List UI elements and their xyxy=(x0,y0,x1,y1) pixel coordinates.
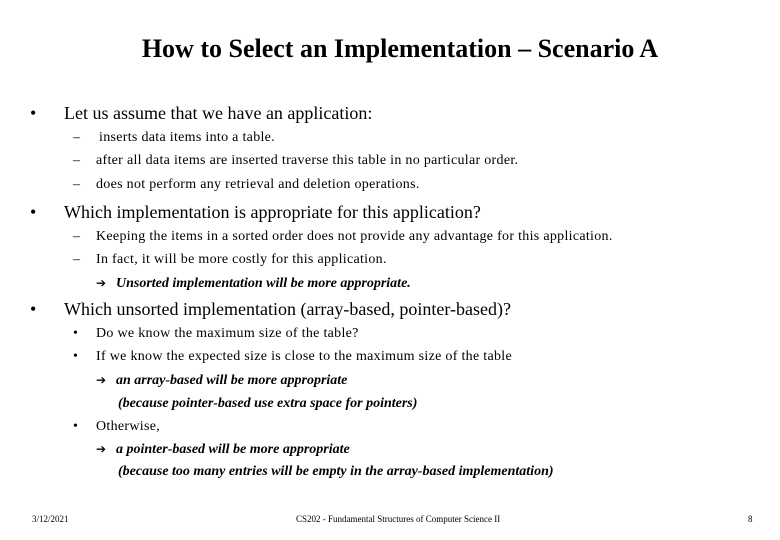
dash-marker: – xyxy=(73,252,81,267)
bullet-marker: • xyxy=(73,349,79,364)
bullet-2-text: Which implementation is appropriate for this application? xyxy=(64,202,481,222)
footer-date: 3/12/2021 xyxy=(32,514,69,524)
bullet-1-sub-1 xyxy=(73,129,275,147)
footer-page-number: 8 xyxy=(748,514,753,524)
bullet-3-sub-3 xyxy=(73,418,160,436)
conclusion-text: an array-based will be more appropriate xyxy=(116,373,348,388)
sub-text: Do we know the maximum size of the table? xyxy=(96,326,359,341)
bullet-3-sub-2 xyxy=(73,348,512,366)
bullet-3 xyxy=(30,298,511,320)
conclusion-text: Unsorted implementation will be more appropriate. xyxy=(116,276,411,291)
bullet-2-conclusion xyxy=(96,274,411,293)
sub-text: In fact, it will be more costly for this application. xyxy=(96,252,387,267)
bullet-1-text: Let us assume that we have an application: xyxy=(64,103,373,123)
bullet-marker: • xyxy=(30,202,37,222)
bullet-3-conclusion-2 xyxy=(96,440,350,459)
bullet-3-conclusion-2-note xyxy=(118,463,554,481)
bullet-2 xyxy=(30,201,481,223)
arrow-right-icon: ➔ xyxy=(96,373,107,387)
dash-marker: – xyxy=(73,153,81,168)
bullet-2-sub-1 xyxy=(73,228,613,246)
bullet-3-conclusion-1 xyxy=(96,371,347,390)
bullet-marker: • xyxy=(30,299,37,319)
sub-text: Keeping the items in a sorted order does not provide any advantage for this application. xyxy=(96,229,613,244)
conclusion-text: (because too many entries will be empty in the array-based implementation) xyxy=(118,464,554,479)
bullet-marker: • xyxy=(73,419,79,434)
sub-text: after all data items are inserted traverse this table in no particular order. xyxy=(96,153,519,168)
bullet-1 xyxy=(30,102,372,124)
dash-marker: – xyxy=(73,229,81,244)
dash-marker: – xyxy=(73,130,81,145)
footer-course: CS202 - Fundamental Structures of Computer Science II xyxy=(296,514,501,524)
bullet-1-sub-2 xyxy=(73,152,518,170)
bullet-2-sub-2 xyxy=(73,251,387,269)
dash-marker: – xyxy=(73,177,81,192)
sub-text: does not perform any retrieval and deletion operations. xyxy=(96,177,420,192)
sub-text: Otherwise, xyxy=(96,419,161,434)
bullet-3-text: Which unsorted implementation (array-based, pointer-based)? xyxy=(64,299,511,319)
bullet-1-sub-3 xyxy=(73,176,420,194)
bullet-marker: • xyxy=(73,326,79,341)
bullet-marker: • xyxy=(30,103,37,123)
bullet-3-sub-1 xyxy=(73,325,359,343)
bullet-3-conclusion-1-note xyxy=(118,395,417,413)
arrow-right-icon: ➔ xyxy=(96,276,107,290)
sub-text: inserts data items into a table. xyxy=(99,130,275,145)
arrow-right-icon: ➔ xyxy=(96,442,107,456)
conclusion-text: (because pointer-based use extra space for pointers) xyxy=(118,396,418,411)
sub-text: If we know the expected size is close to the maximum size of the table xyxy=(96,349,512,364)
slide-title: How to Select an Implementation – Scenario A xyxy=(141,34,659,63)
conclusion-text: a pointer-based will be more appropriate xyxy=(116,442,350,457)
